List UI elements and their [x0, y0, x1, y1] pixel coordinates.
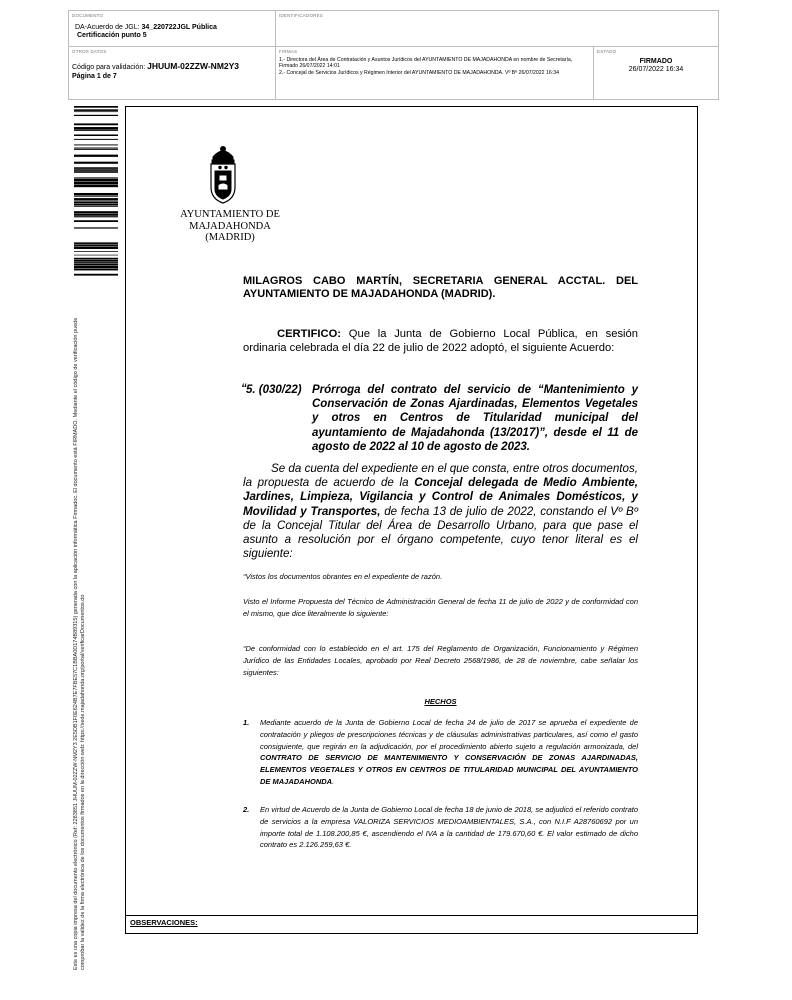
- documento-label: DOCUMENTO: [72, 13, 104, 18]
- side-verification-text: Este es una copia impresa del documento electrónico (Ref: 2283851 JHUUM-02ZZW-NM2Y3 2E5DB1F0E624B7E7FBE57C1BBA0D174B89315) generada con la aplicación informática Firmadoc. El documento está FIRMADO. Mediante el código de verificación puede comprobar la validez de la firma electrónica de los documentos firmados en la dirección web: https://sede.majadahonda.org/portal/verificarDocumentos.do: [73, 317, 86, 970]
- barcode-bar: [74, 195, 118, 196]
- barcode-bar: [74, 198, 118, 200]
- barcode-bar: [74, 109, 118, 111]
- informe-paragraph: Visto el Informe Propuesta del Técnico de Administración General de fecha 11 de julio de 2022 y de conformidad con el mismo, que dice literalmente lo siguiente:: [243, 597, 638, 618]
- estado-date: 26/07/2022 16:34: [628, 66, 684, 73]
- barcode-bar: [74, 266, 118, 269]
- acuerdo-number: 5. (030/22): [246, 384, 302, 396]
- documento-line2: Certificación punto 5: [77, 32, 147, 39]
- barcode-bar: [74, 111, 118, 112]
- barcode-bar: [74, 167, 118, 169]
- barcode: [74, 106, 118, 276]
- barcode-bar: [74, 214, 118, 216]
- barcode-bar: [74, 134, 118, 136]
- municipality-name: AYUNTAMIENTO DE MAJADAHONDA (MADRID): [180, 209, 280, 243]
- barcode-bar: [74, 204, 118, 206]
- certifico-paragraph: CERTIFICO: Que la Junta de Gobierno Local Pública, en sesión ordinaria celebrada el día 22 de julio de 2022 adoptó, el siguiente Acuerdo:: [243, 328, 638, 354]
- barcode-bar: [74, 193, 118, 195]
- otros-datos-label: OTROS DATOS: [72, 49, 107, 54]
- barcode-bar: [74, 144, 118, 145]
- cuenta-paragraph: Se da cuenta del expediente en el que consta, entre otros documentos, la propuesta de acuerdo de la Concejal delegada de Medio Ambiente, Jardines, Limpieza, Vigilancia y Control de Animales Domésticos, y Movilidad y Transportes, de fecha 13 de julio de 2022, constando el Vº Bº de la Concejal Titular del Área de Desarrollo Urbano, para que pase el asunto a resolución por el órgano competente, cuyo tenor literal es el siguiente:: [243, 462, 638, 561]
- barcode-bar: [74, 185, 118, 187]
- barcode-bar: [74, 227, 118, 228]
- estado-cell: [594, 47, 718, 99]
- barcode-bar: [74, 216, 118, 217]
- barcode-bar: [74, 200, 118, 201]
- barcode-bar: [74, 162, 118, 164]
- barcode-bar: [74, 220, 118, 222]
- otros-datos-cell: [69, 47, 276, 99]
- barcode-bar: [74, 139, 118, 140]
- codigo-validacion: Código para validación: JHUUM-02ZZW-NM2Y3: [72, 61, 240, 71]
- barcode-bar: [74, 258, 118, 260]
- barcode-bar: [74, 206, 118, 207]
- barcode-bar: [74, 130, 118, 131]
- barcode-bar: [74, 242, 118, 243]
- barcode-bar: [74, 179, 118, 181]
- pagina-indicator: Página 1 de 7: [72, 73, 117, 80]
- firma-2: 2.- Concejal de Servicios Jurídicos y Régimen Interior del AYUNTAMIENTO DE MAJADAHONDA. Vº Bº 26/07/2022 16:34: [279, 70, 559, 76]
- document-header: [68, 10, 719, 100]
- documento-cell: [69, 11, 276, 47]
- barcode-bar: [74, 202, 118, 204]
- acuerdo-quote: “: [241, 383, 247, 395]
- barcode-bar: [74, 115, 118, 116]
- vistos-paragraph: “Vistos los documentos obrantes en el expediente de razón.: [243, 572, 443, 581]
- barcode-bar: [74, 255, 118, 256]
- hecho-item: 1. Mediante acuerdo de la Junta de Gobierno Local de fecha 24 de julio de 2017 se aprueba el expediente de contratación y pliegos de prescripciones técnicas y de cláusulas administrativas particulares, así como el gasto consiguiente, que regirán en la adjudicación, por el procedimiento abierto sujeto a regulación armonizada, del CONTRATO DE SERVICIO DE MANTENIMIENTO Y CONSERVACIÓN DE ZONAS AJARDINADAS, ELEMENTOS VEGETALES Y OTROS EN CENTROS DE TITULARIDAD MUNICIPAL DEL AYUNTAMIENTO DE MAJADAHONDA.: [243, 718, 638, 786]
- barcode-bar: [74, 177, 118, 178]
- barcode-bar: [74, 269, 118, 271]
- firmas-label: FIRMAS: [279, 49, 298, 54]
- hecho-item: 2. En virtud de Acuerdo de la Junta de Gobierno Local de fecha 18 de junio de 2018, se adjudicó el referido contrato de servicios a la empresa VALORIZA SERVICIOS MEDIOAMBIENTALES, S.A., con N.I.F A28760692 por un importe total de 1.108.200,85 €, ascendiendo el IVA a la cantidad de 179.670,60 €. El valor estimado de dicho contrato es 2.126.259,63 €.: [243, 805, 638, 850]
- barcode-bar: [74, 211, 118, 213]
- estado-value: FIRMADO: [639, 58, 673, 65]
- acuerdo-title: Prórroga del contrato del servicio de “Mantenimiento y Conservación de Zonas Ajardinadas, Elementos Vegetales y otros en Centros de Titularidad municipal del ayuntamiento de Majadahonda (13/2017)”, desde el 11 de agosto de 2022 al 10 de agosto de 2023.: [312, 384, 638, 453]
- barcode-bar: [74, 123, 118, 125]
- identificadores-cell: [276, 11, 718, 47]
- observaciones-label: OBSERVACIONES:: [130, 918, 198, 927]
- barcode-bar: [74, 251, 118, 252]
- barcode-bar: [74, 243, 118, 245]
- barcode-bar: [74, 149, 118, 150]
- barcode-bar: [74, 106, 118, 108]
- barcode-bar: [74, 274, 118, 276]
- hechos-heading: HECHOS: [424, 697, 457, 706]
- barcode-bar: [74, 148, 118, 149]
- conformidad-paragraph: “De conformidad con lo establecido en el art. 175 del Reglamento de Organización, Funcionamiento y Régimen Jurídico de las Entidades Locales, aprobado por Real Decreto 2568/1986, de 28 de noviembre, cabe señalar los siguientes:: [243, 644, 638, 677]
- barcode-bar: [74, 263, 118, 265]
- barcode-bar: [74, 155, 118, 157]
- estado-label: ESTADO: [597, 49, 617, 54]
- identificadores-label: IDENTIFICADORES: [279, 13, 324, 18]
- acuerdo-heading: [246, 383, 638, 453]
- documento-line1: DA-Acuerdo de JGL: 34_220722JGL Pública: [75, 24, 217, 31]
- barcode-bar: [74, 260, 118, 262]
- coat-of-arms-icon: [205, 143, 241, 207]
- barcode-bar: [74, 247, 118, 249]
- barcode-bar: [74, 127, 118, 130]
- barcode-bar: [74, 169, 118, 171]
- secretaria-heading: MILAGROS CABO MARTÍN, SECRETARIA GENERAL ACCTAL. DEL AYUNTAMIENTO DE MAJADAHONDA (MADRID).: [243, 275, 638, 300]
- firmas-cell: [276, 47, 594, 99]
- firma-1: 1.- Directora del Área de Contratación y Asuntos Jurídicos del AYUNTAMIENTO DE MAJADAHONDA en nombre de Secretaría, Firmado 26/07/2022 14:01: [279, 57, 573, 70]
- barcode-bar: [74, 171, 118, 173]
- barcode-bar: [74, 262, 118, 263]
- barcode-bar: [74, 182, 118, 185]
- observaciones-divider: [126, 915, 697, 916]
- barcode-bar: [74, 245, 118, 246]
